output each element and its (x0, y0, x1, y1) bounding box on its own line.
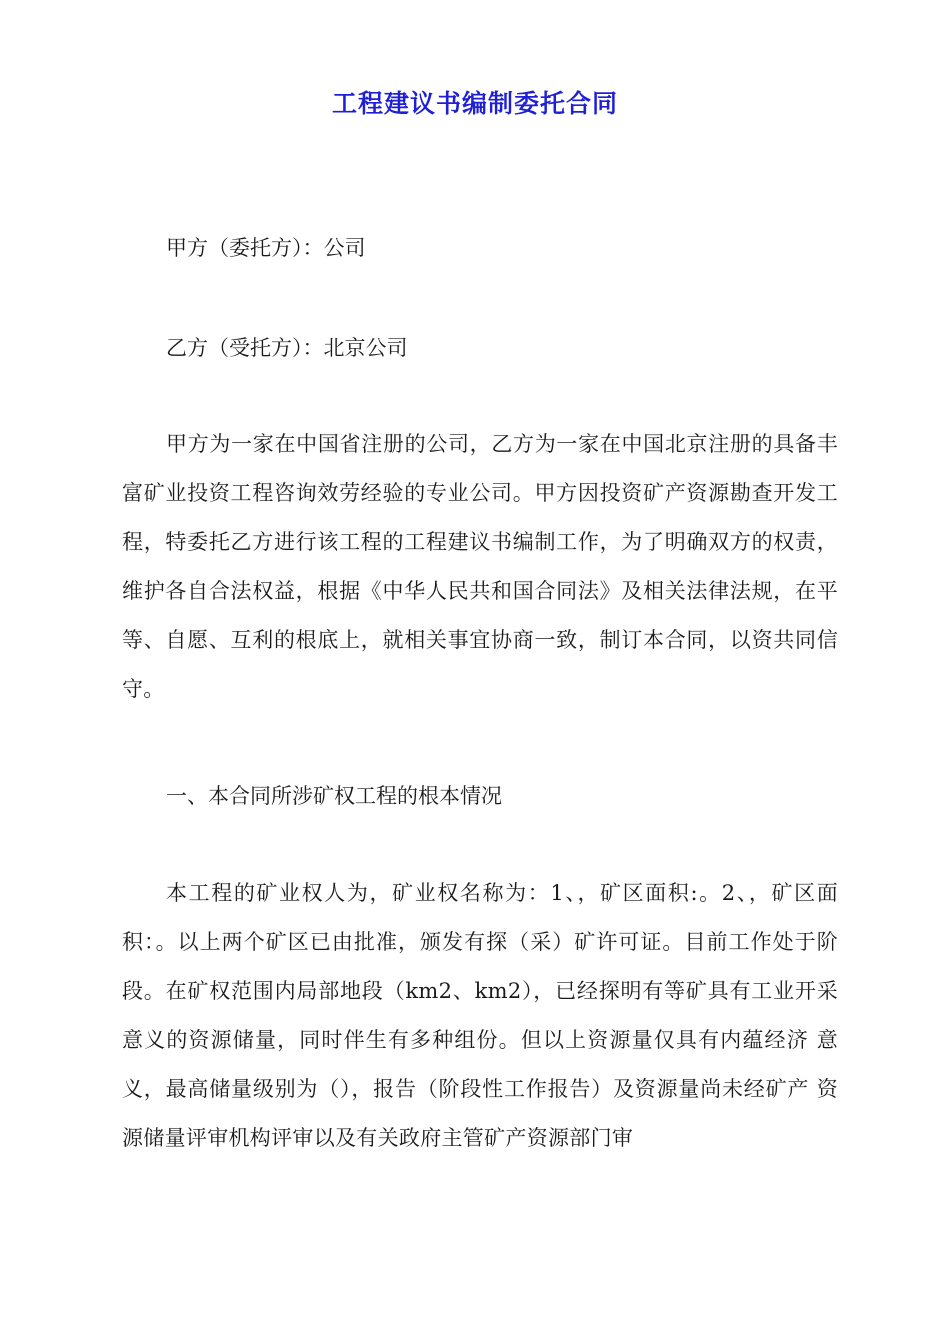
party-a-line: 甲方（委托方）：公司 (166, 236, 366, 260)
intro-paragraph: 甲方为一家在中国省注册的公司，乙方为一家在中国北京注册的具备丰富矿业投资工程咨询效劳经验的专业公司。甲方因投资矿产资源勘查开发工程，特委托乙方进行该工程的工程建议书编制工作，为了明确双方的权责，维护各自合法权益，根据《中华人民共和国合同法》及相关法律法规，在平等、自愿、互利的根底上，就相关事宜协商一致，制订本合同，以资共同信守。 (122, 432, 838, 701)
party-b-line: 乙方（受托方）：北京公司 (166, 336, 408, 360)
section-1-heading: 一、本合同所涉矿权工程的根本情况 (166, 784, 502, 808)
document-title: 工程建议书编制委托合同 (331, 89, 618, 118)
section-1-paragraph: 本工程的矿业权人为，矿业权名称为：1、，矿区面积:。2、，矿区面 积：。以上两个矿区已由批准，颁发有探（采）矿许可证。目前工作处于阶 段。在矿权范围内局部地段（km2、km2），已经探明有等矿具有工业开采 意义的资源储量，同时伴生有多种组份。但以上资源量仅具有内蕴经济 意义，最高储量级别为（），报告（阶段性工作报告）及资源量尚未经矿产 资源储量评审机构评审以及有关政府主管矿产资源部门审 (122, 881, 838, 1150)
